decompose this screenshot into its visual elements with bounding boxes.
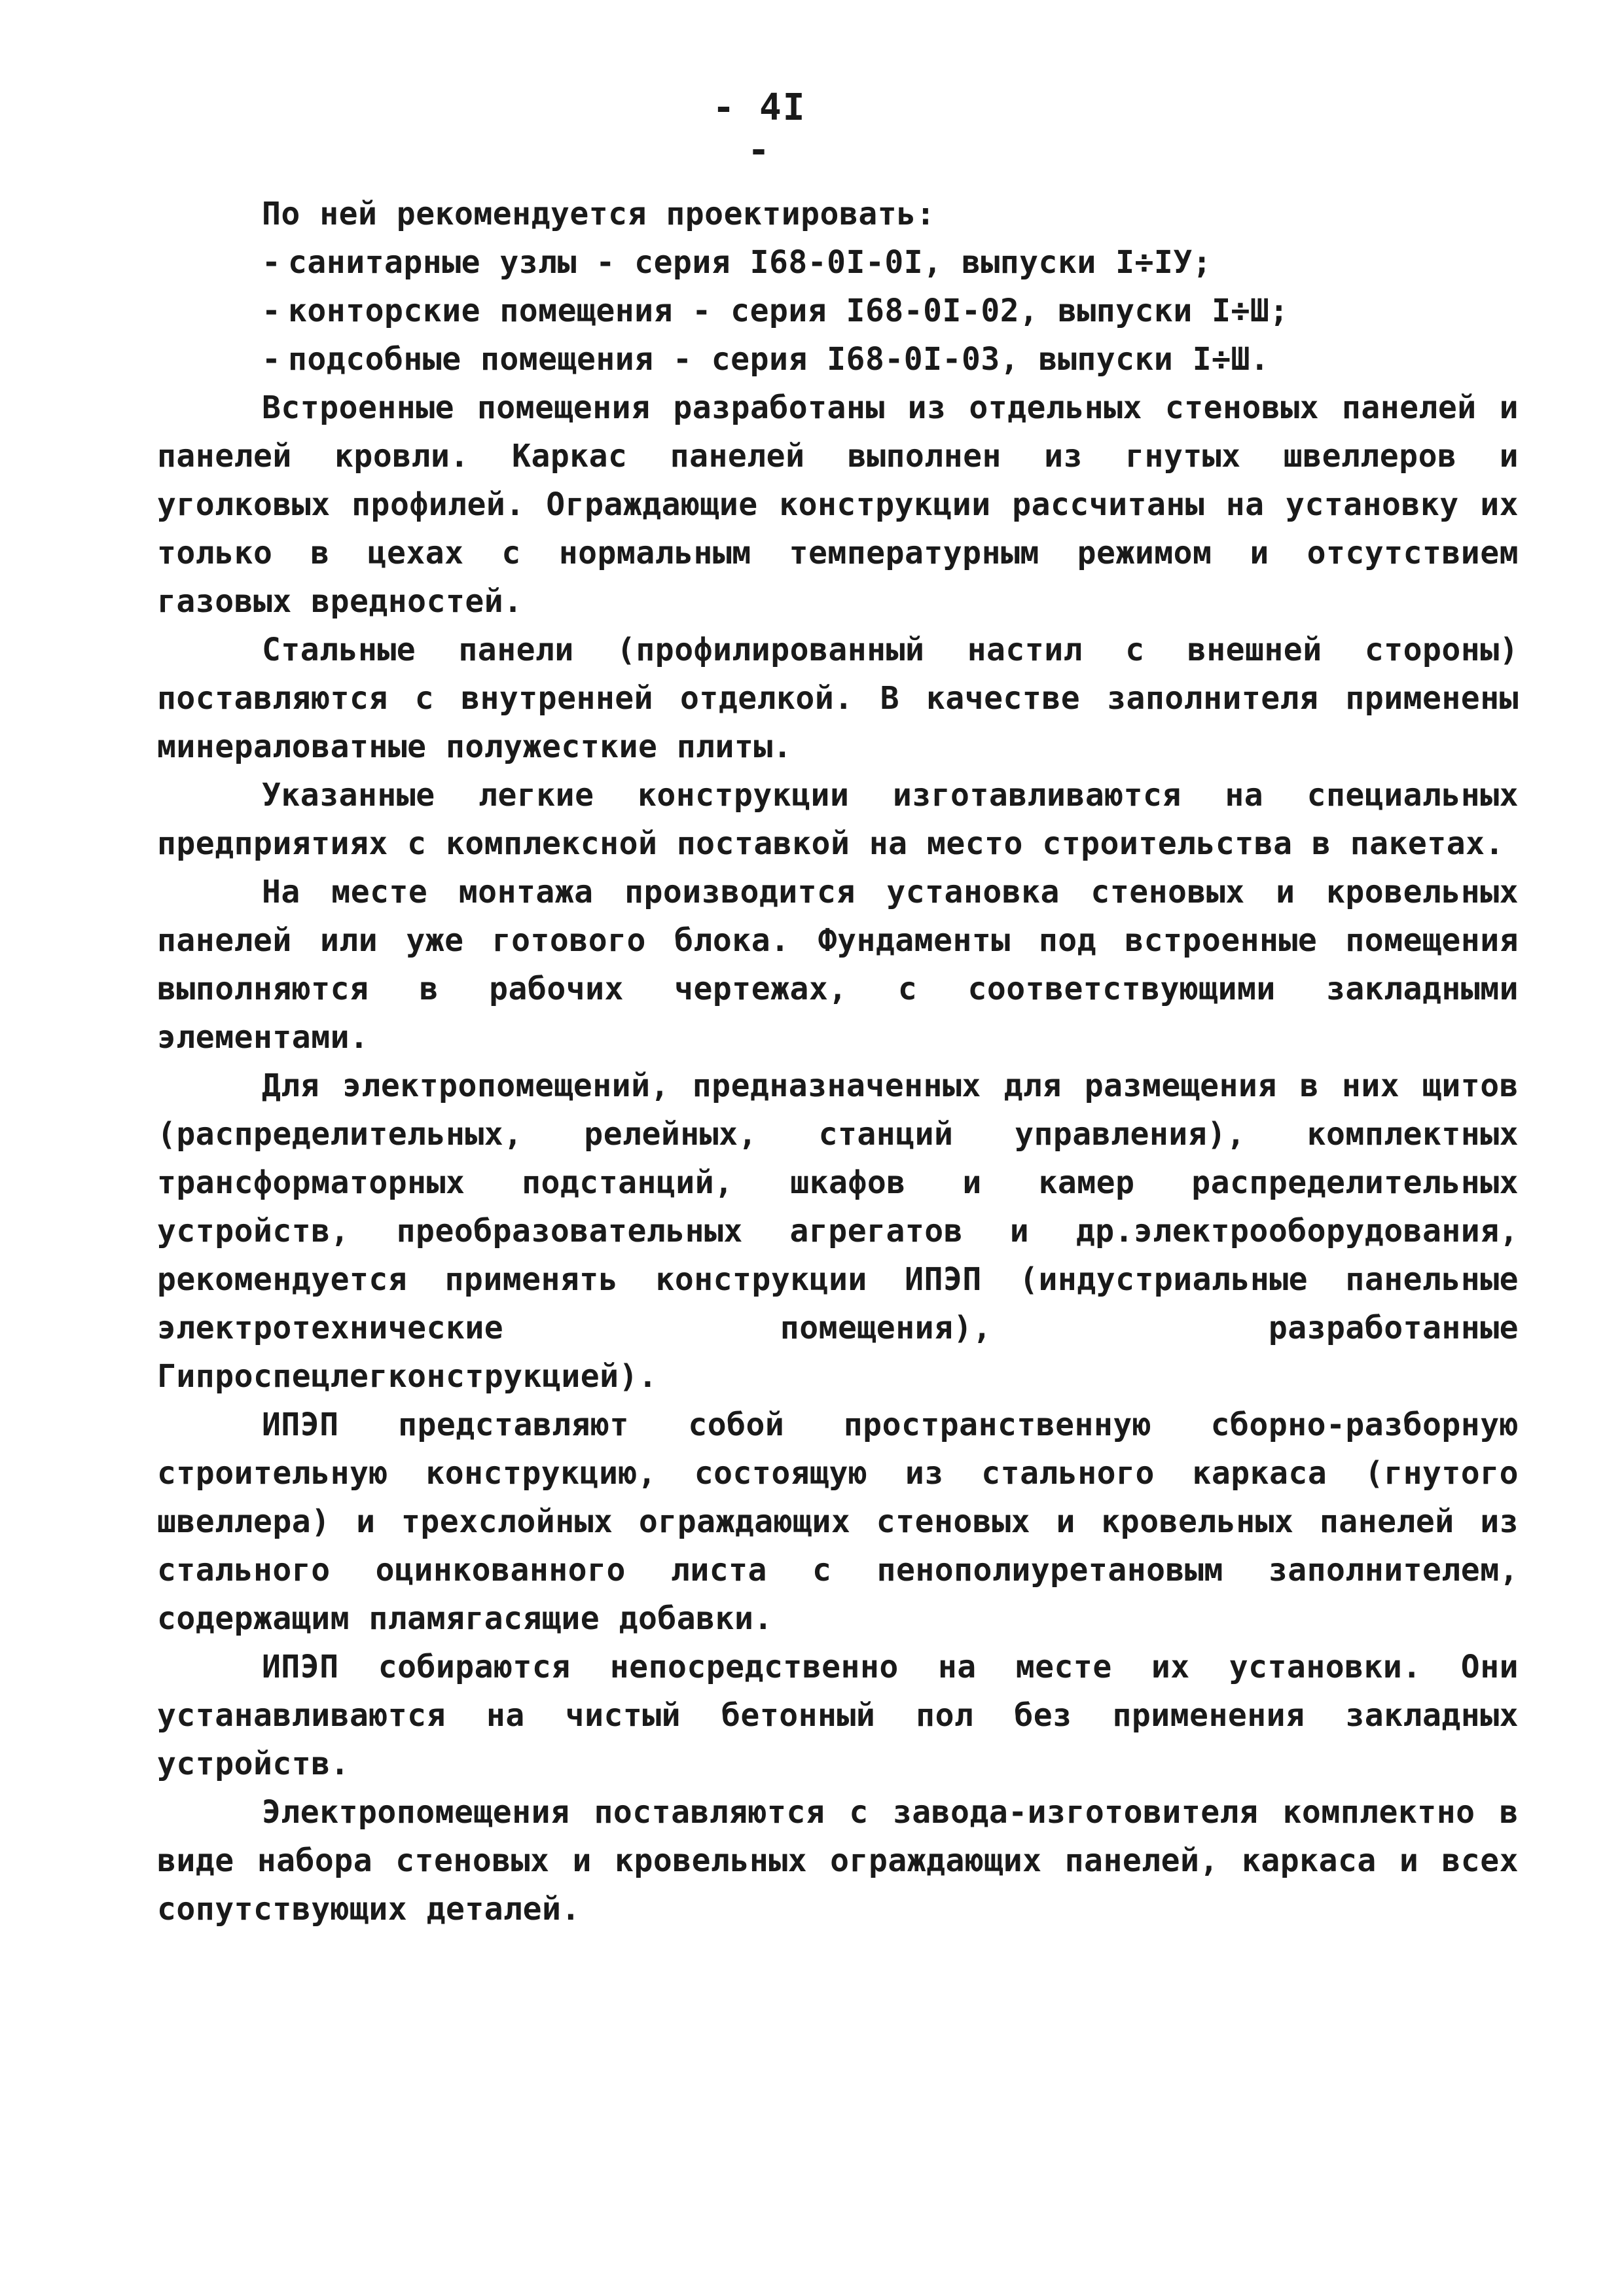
list-item-text: подсобные помещения - серия I68-0I-03, выпуски I÷Ш. xyxy=(288,341,1270,378)
paragraph-electrical-rooms: Для электропомещений, предназначенных для размещения в них щитов (распределительных, релейных, станций управления), комплектных трансформаторных подстанций, шкафов и камер распределительных устройств, преобразовательных агрегатов и др.электрооборудования, рекомендуется применять конструкции ИПЭП (индустриальные панельные электротехнические помещения), разработанные Гипроспецлегконструкцией). xyxy=(157,1067,1519,1395)
paragraph-steel-panels: Стальные панели (профилированный настил с внешней стороны) поставляются с внутренней отделкой. В качестве заполнителя применены минераловатные полужесткие плиты. xyxy=(157,632,1519,765)
list-dash: - xyxy=(262,341,281,378)
list-dash: - xyxy=(262,244,281,281)
intro-paragraph: По ней рекомендуется проектировать: xyxy=(262,196,935,232)
page-number: - 4I - xyxy=(712,86,806,171)
paragraph-delivery: Электропомещения поставляются с завода-изготовителя комплектно в виде набора стеновых и кровельных ограждающих панелей, каркаса и всех сопутствующих деталей. xyxy=(157,1794,1519,1928)
document-body xyxy=(157,190,1519,1933)
list-item-text: конторские помещения - серия I68-0I-02, выпуски I÷Ш; xyxy=(288,293,1289,329)
list-item xyxy=(157,335,1519,384)
list-item-text: санитарные узлы - серия I68-0I-0I, выпуски I÷IУ; xyxy=(288,244,1212,281)
paragraph-ipep-description: ИПЭП представляют собой пространственную сборно-разборную строительную конструкцию, состоящую из стального каркаса (гнутого швеллера) и трехслойных ограждающих стеновых и кровельных панелей из стального оцинкованного листа с пенополиуретановым заполнителем, содержащим пламягасящие добавки. xyxy=(157,1407,1519,1637)
series-list xyxy=(157,238,1519,384)
paragraph-installation: На месте монтажа производится установка стеновых и кровельных панелей или уже готового блока. Фундаменты под встроенные помещения выполняются в рабочих чертежах, с соответствующими закладными элементами. xyxy=(157,874,1519,1056)
paragraph-light-structures: Указанные легкие конструкции изготавливаются на специальных предприятиях с комплексной поставкой на место строительства в пакетах. xyxy=(157,777,1519,862)
list-item xyxy=(157,238,1519,287)
paragraph-builtin-rooms: Встроенные помещения разработаны из отдельных стеновых панелей и панелей кровли. Каркас панелей выполнен из гнутых швеллеров и уголковых профилей. Ограждающие конструкции рассчитаны на установку их только в цехах с нормальным температурным режимом и отсутствием газовых вредностей. xyxy=(157,389,1519,620)
list-item xyxy=(157,287,1519,335)
list-dash: - xyxy=(262,293,281,329)
paragraph-ipep-assembly: ИПЭП собираются непосредственно на месте их установки. Они устанавливаются на чистый бетонный пол без применения закладных устройств. xyxy=(157,1649,1519,1782)
